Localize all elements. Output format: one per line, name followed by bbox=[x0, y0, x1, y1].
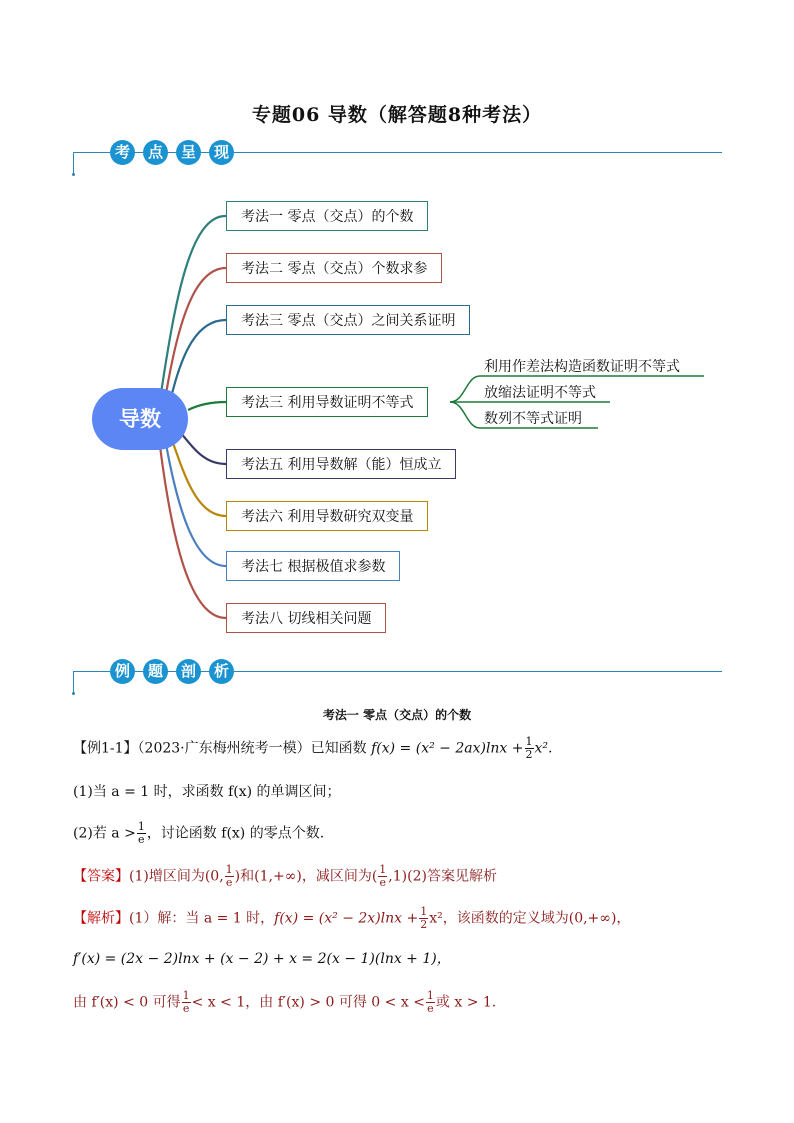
answer-pre: (1)增区间为 bbox=[129, 868, 205, 885]
monotonic-conclusion bbox=[73, 990, 496, 1015]
analysis-label: 【解析】 bbox=[73, 910, 129, 927]
answer-mid: 和(1,+∞)，减区间为 bbox=[240, 868, 372, 885]
answer-frac1-num: 1 bbox=[225, 863, 233, 876]
example-statement bbox=[73, 736, 552, 761]
example-source: （2023·广东梅州统考一模）已知函数 bbox=[137, 740, 367, 757]
answer-label: 【答案】 bbox=[73, 868, 129, 885]
mindmap-node-3: 考法三 零点（交点）之间关系证明 bbox=[226, 305, 470, 335]
mindmap-node-8: 考法八 切线相关问题 bbox=[226, 603, 386, 633]
q2-den: e bbox=[138, 833, 145, 846]
analysis-half-num: 1 bbox=[420, 905, 428, 918]
derivative bbox=[73, 948, 451, 968]
last-frac2-den: e bbox=[427, 1002, 434, 1015]
last-frac1-num: 1 bbox=[182, 989, 190, 1002]
mindmap-root: 导数 bbox=[92, 388, 188, 450]
section-char-3: 呈 bbox=[176, 140, 201, 165]
mindmap-node-2: 考法二 零点（交点）个数求参 bbox=[226, 253, 442, 283]
q2-post: ，讨论函数 f(x) 的零点个数. bbox=[146, 825, 325, 842]
answer-int1-pre: (0, bbox=[204, 868, 224, 885]
question-2 bbox=[73, 821, 324, 846]
q2-pre: (2)若 a > bbox=[73, 825, 136, 842]
q2-num: 1 bbox=[137, 820, 145, 833]
example-function: f(x) = (x² − 2ax)lnx + bbox=[371, 740, 524, 757]
mindmap-subnode-2: 放缩法证明不等式 bbox=[484, 385, 596, 401]
last-mid: < x < 1，由 f′(x) > 0 可得 0 < x < bbox=[191, 994, 425, 1011]
section-char-4: 现 bbox=[209, 140, 234, 165]
answer-int2-post: ,1) bbox=[388, 868, 408, 885]
section2-char-1: 例 bbox=[110, 659, 135, 684]
last-pre: 由 f′(x) < 0 可得 bbox=[73, 994, 181, 1011]
derivative-expr: f′(x) = (2x − 2)lnx + (x − 2) + x = 2(x − 1)(lnx + 1)， bbox=[73, 951, 451, 967]
mindmap-node-5: 考法五 利用导数解（能）恒成立 bbox=[226, 449, 456, 479]
answer: 【答案】(1)增区间为(0, $\frac{1}{e}$ )和(1,+∞)，减区间为( $\frac{1}{e}$ ,1)(2)答案见解析 bbox=[73, 863, 497, 889]
mindmap-node-1: 考法一 零点（交点）的个数 bbox=[226, 201, 428, 231]
question-1: (1)当 a = 1 时，求函数 f(x) 的单调区间； bbox=[73, 784, 341, 800]
answer-frac2-num: 1 bbox=[379, 863, 387, 876]
analysis bbox=[73, 906, 630, 931]
section2-char-3: 剖 bbox=[176, 659, 201, 684]
analysis-fx: f(x) = (x² − 2x)lnx + bbox=[274, 910, 419, 927]
answer-int1-post: ) bbox=[234, 868, 241, 885]
answer-frac1-den: e bbox=[225, 876, 233, 889]
section-char-2: 点 bbox=[143, 140, 168, 165]
analysis-post: x²，该函数的定义域为(0,+∞)， bbox=[429, 910, 631, 927]
answer-post: (2)答案见解析 bbox=[407, 868, 497, 885]
analysis-pre: (1）解：当 a = 1 时， bbox=[129, 910, 275, 927]
mindmap-subnode-3: 数列不等式证明 bbox=[484, 411, 582, 427]
section2-char-2: 题 bbox=[143, 659, 168, 684]
section-char-1: 考 bbox=[110, 140, 135, 165]
answer-frac2-den: e bbox=[379, 876, 387, 889]
example-function-tail: x². bbox=[534, 740, 553, 757]
last-post: 或 x > 1. bbox=[435, 994, 497, 1011]
last-frac2-num: 1 bbox=[426, 989, 434, 1002]
mindmap-node-7: 考法七 根据极值求参数 bbox=[226, 551, 400, 581]
mindmap-subnode-1: 利用作差法构造函数证明不等式 bbox=[484, 359, 680, 375]
example-heading: 考法一 零点（交点）的个数 bbox=[322, 708, 472, 722]
mindmap-node-6: 考法六 利用导数研究双变量 bbox=[226, 501, 428, 531]
half-den: 2 bbox=[525, 748, 533, 761]
page-title: 专题06 导数（解答题8种考法） bbox=[251, 104, 543, 126]
last-frac1-den: e bbox=[182, 1002, 190, 1015]
mindmap-node-4: 考法三 利用导数证明不等式 bbox=[226, 387, 428, 417]
section2-char-4: 析 bbox=[209, 659, 234, 684]
analysis-half-den: 2 bbox=[420, 918, 428, 931]
example-label: 【例1-1】 bbox=[73, 740, 138, 757]
half-num: 1 bbox=[525, 735, 533, 748]
